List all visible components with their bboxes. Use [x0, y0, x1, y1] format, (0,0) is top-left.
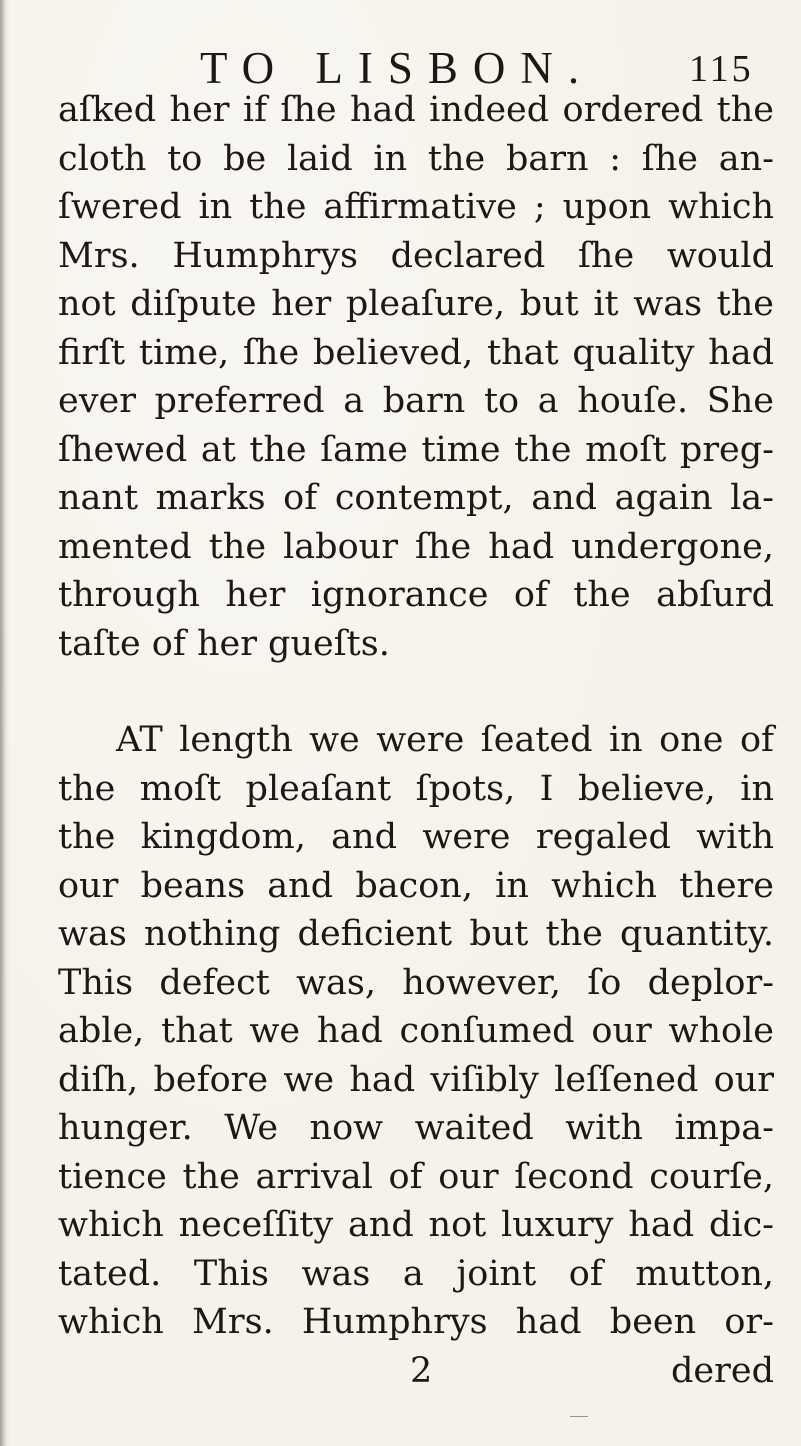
- text-line: taſte of her gueſts.: [58, 623, 390, 664]
- catchword: dered: [671, 1350, 774, 1391]
- text-line: ſwered in the affirmative ; upon which: [58, 187, 774, 227]
- text-line: through her ignorance of the abſurd: [58, 575, 774, 615]
- text-line: This defect was, however, ſo deplor-: [58, 962, 774, 1003]
- text-line: the moſt pleaſant ſpots, I believe, in: [58, 768, 774, 809]
- footer-line: [58, 1347, 774, 1395]
- page-header: [0, 28, 801, 93]
- paragraph-1: [58, 86, 774, 668]
- running-head: TO LISBON.: [200, 43, 595, 93]
- text-line: ſhewed at the ſame time the moſt preg-: [58, 429, 774, 470]
- text-line: the kingdom, and were regaled with: [58, 817, 774, 857]
- text-line: not diſpute her pleaſure, but it was the: [58, 284, 774, 324]
- text-line: cloth to be laid in the barn : ſhe an-: [58, 138, 774, 179]
- paragraph-gap: [58, 668, 774, 716]
- text-line: Mrs. Humphrys declared ſhe would: [58, 235, 774, 276]
- text-line: was nothing deficient but the quantity.: [58, 914, 774, 954]
- page-smudge: [570, 1416, 588, 1417]
- text-line: tience the arrival of our ſecond courſe,: [58, 1156, 774, 1197]
- text-line: able, that we had conſumed our whole: [58, 1011, 774, 1051]
- page-number: 115: [689, 48, 754, 90]
- text-line: hunger. We now waited with impa-: [58, 1108, 774, 1148]
- page-gutter-shadow: [0, 0, 10, 1446]
- text-line: AT length we were ſeated in one of: [116, 720, 774, 760]
- text-line: which Mrs. Humphrys had been or-: [58, 1302, 774, 1342]
- text-line: aſked her if ſhe had indeed ordered the: [58, 90, 774, 130]
- text-line: ever preferred a barn to a houſe. She: [58, 381, 774, 421]
- text-line: nant marks of contempt, and again la-: [58, 478, 774, 518]
- text-line: tated. This was a joint of mutton,: [58, 1253, 774, 1294]
- text-line: mented the labour ſhe had undergone,: [58, 526, 774, 567]
- signature-mark: 2: [410, 1350, 433, 1391]
- body-text: [58, 86, 774, 1395]
- paragraph-2: [58, 716, 774, 1347]
- text-line: firſt time, ſhe believed, that quality had: [58, 332, 774, 373]
- text-line: which neceſſity and not luxury had dic-: [58, 1205, 774, 1245]
- text-line: our beans and bacon, in which there: [58, 865, 774, 906]
- text-line: diſh, before we had viſibly leſſened our: [58, 1059, 774, 1100]
